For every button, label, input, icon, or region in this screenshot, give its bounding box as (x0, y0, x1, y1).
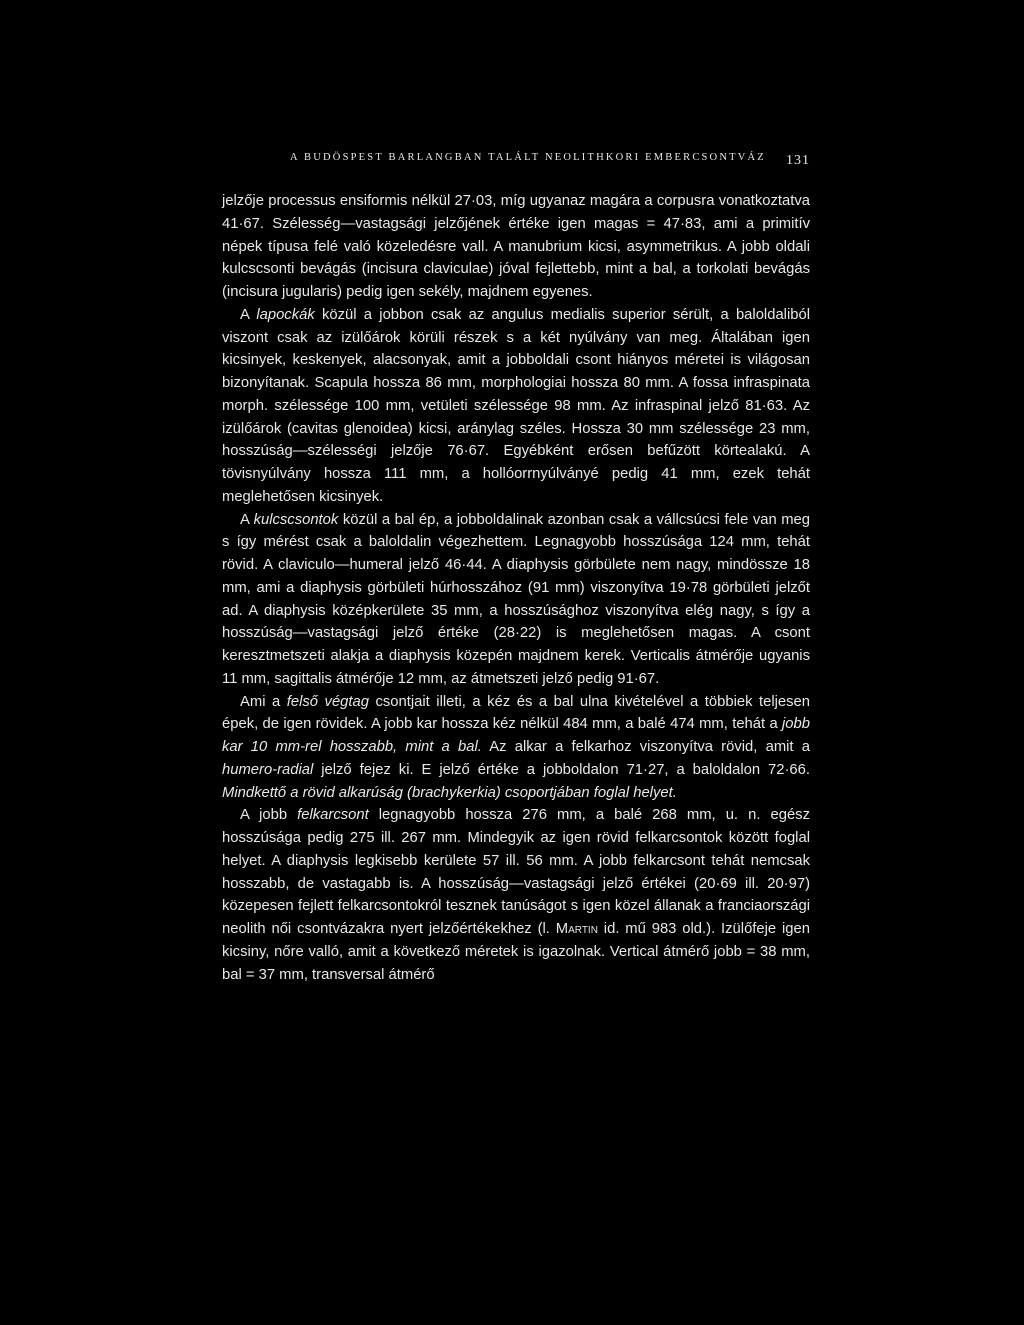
text-run: Az alkar a felkarhoz viszonyítva rövid, amit a (481, 739, 810, 755)
text-run: A jobb (240, 807, 298, 824)
emphasis: humero-radial (222, 761, 314, 778)
text-run: id. mű 983 old.). Izülőfeje igen kicsiny, nőre valló, amit a következő méretek is igazolnak. Vertical átmérő jobb = 38 mm, bal = 37 mm, transversal átmérő (222, 921, 810, 983)
page-header (222, 150, 822, 174)
body-text (222, 190, 810, 986)
paragraph-1 (222, 190, 810, 304)
running-title: A BUDÖSPEST BARLANGBAN TALÁLT NEOLITHKORI EMBERCSONTVÁZ (290, 152, 766, 163)
paragraph-4 (222, 691, 810, 805)
emphasis: lapockák (256, 306, 315, 323)
author-name: Martin (555, 921, 598, 937)
text-run: jelzője processus ensiformis nélkül 27·03, míg ugyanaz magára a corpusra vonatkoztatva 41·67. Szélesség—vastagsági jelzőjének értéke igen magas = 47·83, ami a primitív népek típusa felé való közeledésre vall. A manubrium kicsi, asymmetrikus. A jobb oldali kulcscsonti bevágás (incisura claviculae) jóval fejlettebb, mint a bal, a torkolati bevágás (incisura jugularis) pedig igen sekély, majdnem egyenes. (222, 193, 810, 300)
paragraph-5 (222, 804, 810, 986)
text-run: csontjait illeti, a kéz és a bal ulna kivételével a többiek teljesen épek, de igen rövidek. A jobb kar hossza kéz nélkül 484 mm, a balé 474 mm, tehát a (222, 693, 811, 733)
emphasis: kulcscsontok (253, 511, 339, 528)
paragraph-3 (222, 509, 810, 691)
emphasis: felső végtag (286, 693, 369, 710)
text-run: legnagyobb hossza 276 mm, a balé 268 mm, u. n. egész hosszúsága pedig 275 ill. 267 mm. Mindegyik az igen rövid felkarcsontok között foglal helyet. A diaphysis legkisebb kerülete 57 ill. 56 mm. A jobb felkarcsont tehát nemcsak hosszabb, de vastagabb is. A hosszúság—vastagsági jelző értékei (20·69 ill. 20·97) közepesen fejlett felkarcsontokról tesznek tanúságot s igen közel állanak a franciaországi neolith női csontvázakra nyert jelzőértékekhez (l. (222, 807, 810, 937)
text-run: közül a bal ép, a jobboldalinak azonban csak a vállcsúcsi fele van meg s így mérést csak a baloldalin végezhettem. Legnagyobb hosszúsága 124 mm, tehát rövid. A claviculo—humeral jelző 46·44. A diaphysis görbülete nem nagy, mindössze 18 mm, ami a diaphysis görbületi húrhosszához (91 mm) viszonyítva 19·78 görbületi jelzőt ad. A diaphysis középkerülete 35 mm, a hosszúsághoz viszonyítva elég nagy, s így a hosszúság—vastagsági jelző értéke (28·22) is meglehetősen magas. A csont keresztmetszeti alakja a diaphysis közepén majdnem kerek. Verticalis átmérője ugyanis 11 mm, sagittalis átmérője 12 mm, az átmetszeti jelző pedig 91·67. (222, 511, 810, 687)
emphasis: felkarcsont (297, 807, 369, 824)
text-run: A (240, 306, 257, 323)
page-number: 131 (786, 153, 810, 168)
emphasis: jobb kar 10 mm-rel hosszabb, mint a bal. (222, 716, 810, 755)
text-run: Ami a (240, 693, 287, 710)
text-run: jelző fejez ki. E jelző értéke a jobboldalon 71·27, a baloldalon 72·66. (313, 761, 810, 778)
text-run: közül a jobbon csak az angulus medialis superior sérült, a baloldaliból viszont csak az izülőárok körüli részek s a két nyúlvány van meg. Általában igen kicsinyek, keskenyek, alacsonyak, amit a jobboldali csont hiányos méretei is világosan bizonyítanak. Scapula hossza 86 mm, morphologiai hossza 80 mm. A fossa infraspinata morph. szélessége 100 mm, vetületi szélessége 98 mm. Az infraspinal jelző 81·63. Az izülőárok (cavitas glenoidea) kicsi, aránylag széles. Hossza 30 mm szélessége 23 mm, hosszúság—szélességi jelzője 76·67. Egyébként erősen befűzött körtealakú. A tövisnyúlvány hossza 111 mm, a hollóorrnyúlványé pedig 41 mm, ezek tehát meglehetősen kicsinyek. (222, 306, 810, 505)
paragraph-2 (222, 304, 810, 509)
emphasis: Mindkettő a rövid alkarúság (brachykerkia) csoportjában foglal helyet. (222, 784, 677, 801)
text-run: A (240, 511, 254, 528)
